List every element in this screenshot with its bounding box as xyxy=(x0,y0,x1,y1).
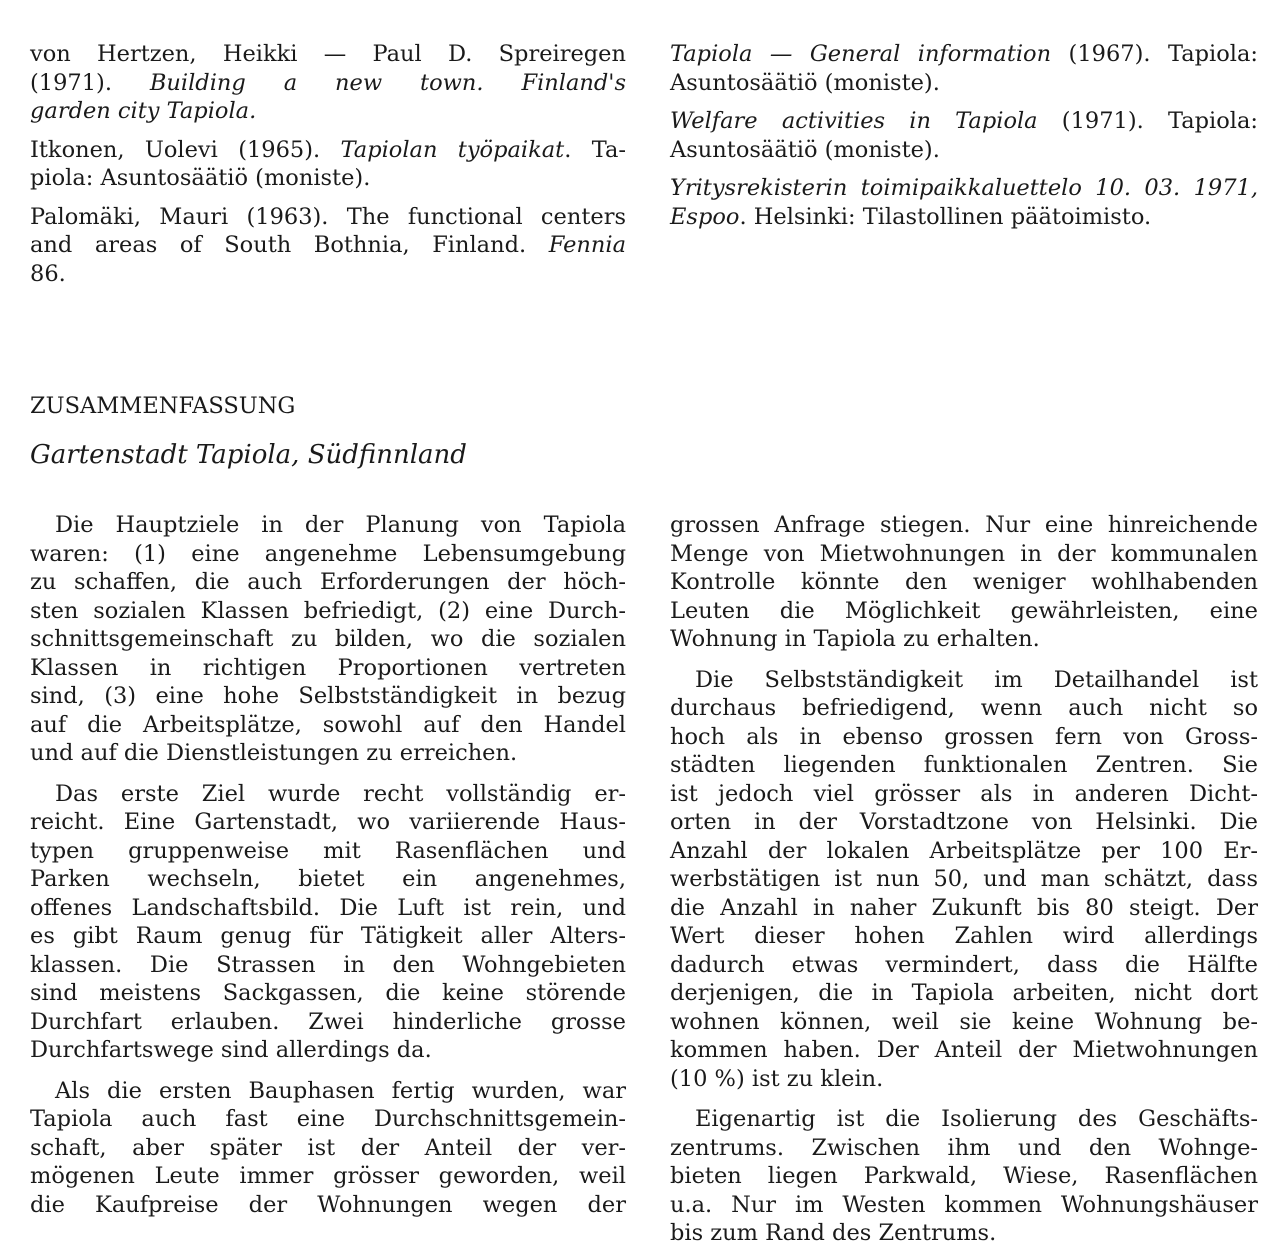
reference-title: garden city Tapiola. xyxy=(30,98,257,124)
reference-text: . Ta- xyxy=(564,136,626,163)
reference-text: Itkonen, Uolevi (1965). xyxy=(30,136,341,163)
body-paragraph xyxy=(30,1077,626,1220)
reference-line xyxy=(30,69,626,98)
text-line: es gibt Raum genug für Tätigkeit aller Alters- xyxy=(30,923,626,949)
text-line: klassen. Die Strassen in den Wohngebieten xyxy=(30,951,626,978)
text-line: Durchfartswege sind allerdings da. xyxy=(30,1037,432,1063)
references-right xyxy=(670,40,1258,241)
reference-line xyxy=(30,97,626,126)
reference-entry xyxy=(670,40,1258,97)
reference-line xyxy=(30,231,626,260)
text-line: (10 %) ist zu klein. xyxy=(670,1065,884,1092)
reference-title: Espoo xyxy=(670,203,740,230)
text-line: zentrums. Zwischen ihm und den Wohnge- xyxy=(670,1134,1258,1161)
reference-text: (1967). Tapiola: xyxy=(1051,41,1258,67)
body-left-column xyxy=(30,511,626,1231)
text-line: dadurch etwas vermindert, dass die Hälfte xyxy=(670,951,1258,978)
body-paragraph xyxy=(30,511,626,768)
text-line: kommen haben. Der Anteil der Mietwohnungen xyxy=(670,1037,1258,1063)
text-line: Als die ersten Bauphasen fertig wurden, war xyxy=(55,1077,626,1104)
reference-text: von Hertzen, Heikki — Paul D. Spreiregen xyxy=(30,41,626,67)
text-line: Klassen in richtigen Proportionen vertreten xyxy=(30,654,626,681)
text-line: durchaus befriedigend, wenn auch nicht so xyxy=(670,695,1258,721)
reference-entry xyxy=(30,203,626,289)
text-line: zu schaffen, die auch Erforderungen der höch- xyxy=(30,569,626,595)
text-line: Menge von Mietwohnungen in der kommunalen xyxy=(670,540,1258,567)
reference-line xyxy=(30,203,626,232)
reference-line xyxy=(670,69,1258,98)
text-line: Die Hauptziele in der Planung von Tapiola xyxy=(55,512,626,538)
text-line: typen gruppenweise mit Rasenflächen und xyxy=(30,837,626,864)
reference-line xyxy=(670,107,1258,136)
reference-entry xyxy=(30,40,626,126)
text-line: schaft, aber später ist der Anteil der ver- xyxy=(30,1134,626,1161)
text-line: Parken wechseln, bietet ein angenehmes, xyxy=(30,866,626,892)
text-line: Die Selbstständigkeit im Detailhandel ist xyxy=(695,666,1258,693)
references-left xyxy=(30,40,626,298)
text-line: Das erste Ziel wurde recht vollständig er- xyxy=(55,780,626,807)
text-line: u.a. Nur im Westen kommen Wohnungshäuser xyxy=(670,1191,1258,1218)
body-paragraph xyxy=(670,511,1258,654)
reference-title: Welfare activities in Tapiola xyxy=(670,108,1038,134)
text-line: offenes Landschaftsbild. Die Luft ist rein, und xyxy=(30,894,626,921)
reference-title: Fennia xyxy=(548,232,626,258)
reference-line xyxy=(30,40,626,69)
reference-text: (1971). Tapiola: xyxy=(1037,108,1258,134)
reference-text: Asuntosäätiö (moniste). xyxy=(670,136,940,163)
reference-text: piola: Asuntosäätiö (moniste). xyxy=(30,165,371,191)
body-right-column xyxy=(670,511,1258,1260)
text-line: Wert dieser hohen Zahlen wird allerdings xyxy=(670,923,1258,949)
body-paragraph xyxy=(30,780,626,1065)
text-line: mögenen Leute immer grösser geworden, weil xyxy=(30,1163,626,1189)
text-line: wohnen können, weil sie keine Wohnung be- xyxy=(670,1008,1258,1035)
reference-text: Asuntosäätiö (moniste). xyxy=(670,69,940,96)
body-paragraph xyxy=(670,666,1258,1094)
text-line: bis zum Rand des Zentrums. xyxy=(670,1220,997,1246)
section-heading: ZUSAMMENFASSUNG xyxy=(30,393,296,419)
text-line: auf die Arbeitsplätze, sowohl auf den Handel xyxy=(30,711,626,738)
reference-title: Tapiolan työpaikat xyxy=(340,136,565,163)
reference-title: Tapiola — General information xyxy=(670,41,1052,67)
text-line: die Anzahl in naher Zukunft bis 80 steigt. Der xyxy=(670,894,1258,921)
reference-text: . Helsinki: Tilastollinen päätoimisto. xyxy=(739,203,1152,230)
text-line: waren: (1) eine angenehme Lebensumgebung xyxy=(30,540,626,567)
reference-line xyxy=(670,203,1258,232)
text-line: sind, (3) eine hohe Selbstständigkeit in bezug xyxy=(30,683,626,709)
reference-entry xyxy=(30,136,626,193)
reference-title: Yritysrekisterin toimipaikkaluettelo 10. 03. 1971, xyxy=(670,175,1258,201)
text-line: derjenigen, die in Tapiola arbeiten, nicht dort xyxy=(670,980,1258,1006)
reference-line xyxy=(670,174,1258,203)
text-line: städten liegenden funktionalen Zentren. Sie xyxy=(670,752,1258,778)
reference-line xyxy=(670,136,1258,165)
text-line: ist jedoch viel grösser als in anderen Dicht- xyxy=(670,780,1258,807)
reference-text: and areas of South Bothnia, Finland. xyxy=(30,232,549,258)
text-line: sten sozialen Klassen befriedigt, (2) eine Durch- xyxy=(30,597,626,624)
reference-entry xyxy=(670,174,1258,231)
text-line: reicht. Eine Gartenstadt, wo variierende Haus- xyxy=(30,809,626,835)
text-line: und auf die Dienstleistungen zu erreichen. xyxy=(30,740,518,766)
text-line: schnittsgemeinschaft zu bilden, wo die sozialen xyxy=(30,626,626,652)
body-paragraph xyxy=(670,1105,1258,1248)
text-line: Wohnung in Tapiola zu erhalten. xyxy=(670,626,1040,652)
reference-text: (1971). xyxy=(30,69,150,96)
reference-text: Palomäki, Mauri (1963). The functional centers xyxy=(30,203,626,230)
text-line: bieten liegen Parkwald, Wiese, Rasenflächen xyxy=(670,1163,1258,1189)
reference-text: 86. xyxy=(30,260,66,287)
text-line: grossen Anfrage stiegen. Nur eine hinreichende xyxy=(670,512,1258,538)
reference-line xyxy=(30,136,626,165)
text-line: die Kaufpreise der Wohnungen wegen der xyxy=(30,1191,626,1218)
text-line: Anzahl der lokalen Arbeitsplätze per 100 Er- xyxy=(670,837,1258,864)
text-line: werbstätigen ist nun 50, und man schätzt, dass xyxy=(670,866,1258,892)
text-line: Durchfart erlauben. Zwei hinderliche grosse xyxy=(30,1008,626,1035)
text-line: sind meistens Sackgassen, die keine störende xyxy=(30,980,626,1006)
text-line: orten in der Vorstadtzone von Helsinki. Die xyxy=(670,809,1258,835)
reference-line xyxy=(30,164,626,193)
reference-entry xyxy=(670,107,1258,164)
text-line: Kontrolle könnte den weniger wohlhabenden xyxy=(670,569,1258,595)
reference-title: Building a new town. Finland's xyxy=(149,69,626,96)
text-line: Eigenartig ist die Isolierung des Geschäfts- xyxy=(695,1106,1258,1132)
text-line: hoch als in ebenso grossen fern von Gross- xyxy=(670,723,1258,750)
section-subheading: Gartenstadt Tapiola, Südfinnland xyxy=(30,440,467,470)
text-line: Tapiola auch fast eine Durchschnittsgemein- xyxy=(30,1106,626,1132)
text-line: Leuten die Möglichkeit gewährleisten, eine xyxy=(670,597,1258,624)
reference-line xyxy=(30,260,626,289)
reference-line xyxy=(670,40,1258,69)
